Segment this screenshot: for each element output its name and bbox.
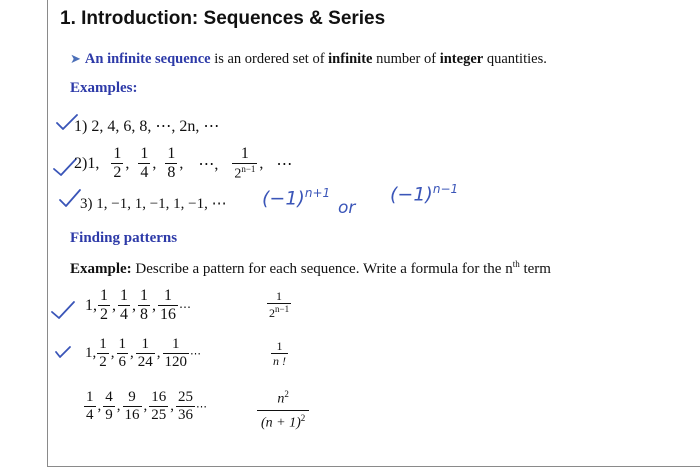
answer-base: (−1) — [390, 183, 433, 206]
comma: , — [143, 398, 148, 414]
denominator: 6 — [118, 354, 126, 370]
handwritten-or: or — [338, 198, 356, 218]
numerator: 1 — [100, 287, 108, 304]
arrow-bullet-icon: ➤ — [70, 52, 81, 67]
comma: , — [156, 345, 161, 361]
numerator: 9 — [128, 389, 136, 405]
intro-text: quantities. — [483, 51, 547, 67]
fraction — [163, 337, 190, 370]
pattern-3-formula — [256, 390, 310, 430]
sequence-term: 1, — [85, 296, 97, 314]
numerator: 1 — [164, 287, 172, 304]
fraction — [117, 337, 129, 370]
denominator — [232, 163, 257, 182]
denominator: 4 — [140, 164, 149, 182]
example-3 — [80, 194, 227, 213]
numerator: 1 — [140, 145, 149, 163]
formula-fraction — [271, 340, 288, 367]
numerator — [275, 390, 291, 410]
ellipsis: ⋯ — [276, 155, 293, 173]
example-sequence: 1, −1, 1, −1, 1, −1, ⋯ — [96, 196, 227, 212]
task-text: term — [519, 261, 551, 277]
numerator: 1 — [167, 145, 176, 163]
denominator: 4 — [120, 306, 128, 323]
finding-patterns-heading: Finding patterns — [70, 230, 178, 246]
denominator: 24 — [137, 354, 153, 370]
examples-heading: Examples: — [70, 80, 138, 96]
denominator — [267, 303, 291, 319]
fraction — [97, 337, 109, 370]
sequence-term: 1, — [87, 154, 100, 172]
denominator — [257, 410, 309, 431]
intro-definition — [70, 51, 547, 68]
denominator: 9 — [105, 407, 113, 423]
ellipsis: ⋯ — [196, 401, 207, 413]
denominator: 120 — [164, 354, 187, 370]
denominator: n ! — [273, 354, 286, 368]
task-text: Describe a pattern for each sequence. Write a formula for the n — [131, 261, 513, 277]
fraction — [118, 288, 130, 323]
denominator: 4 — [86, 407, 94, 423]
comma: , — [259, 154, 264, 172]
numerator: 1 — [276, 289, 283, 303]
checkmark-icon — [54, 345, 72, 359]
denominator-exponent: n−1 — [275, 304, 290, 314]
example-label: 2) — [74, 154, 88, 172]
handwritten-answer-a — [262, 186, 330, 209]
numerator: 1 — [120, 287, 128, 304]
handwritten-answer-b — [390, 182, 458, 205]
fraction — [136, 337, 155, 370]
numerator: 1 — [86, 389, 94, 405]
comma: , — [97, 398, 102, 414]
task-instruction — [70, 259, 551, 278]
numerator: 1 — [118, 336, 126, 352]
denominator: 36 — [178, 407, 193, 423]
example-label: 3) — [80, 196, 97, 212]
answer-exponent: n+1 — [304, 186, 331, 200]
numerator: 1 — [240, 145, 249, 162]
example-sequence: 2, 4, 6, 8, ⋯, 2n, ⋯ — [91, 118, 220, 135]
numerator: 1 — [140, 287, 148, 304]
fraction — [176, 390, 195, 423]
fraction — [98, 288, 110, 323]
comma: , — [152, 296, 156, 314]
formula-fraction — [257, 390, 309, 430]
comma: , — [112, 296, 116, 314]
denominator-base: 2 — [234, 166, 242, 182]
denominator: 16 — [124, 407, 140, 423]
denominator: 2 — [99, 354, 107, 370]
comma: , — [170, 398, 174, 414]
checkmark-icon — [50, 300, 76, 320]
fraction — [149, 390, 168, 423]
numerator: 1 — [113, 145, 122, 163]
numerator: 25 — [178, 389, 193, 405]
intro-bold-integer: integer — [439, 51, 484, 67]
fraction — [123, 390, 142, 423]
ellipsis: ⋯ — [179, 300, 191, 314]
comma: , — [125, 154, 130, 172]
numerator: 4 — [105, 389, 113, 405]
intro-text: number of — [372, 51, 440, 67]
answer-exponent: n−1 — [432, 182, 459, 196]
sequence-term: 1, — [85, 345, 97, 361]
comma: , — [152, 154, 157, 172]
general-term-fraction — [232, 146, 257, 182]
comma: , — [130, 345, 134, 361]
fraction — [158, 288, 178, 323]
comma: , — [132, 296, 136, 314]
intro-text: is an ordered set of — [210, 51, 329, 67]
fraction — [103, 390, 115, 423]
task-label: Example: — [70, 261, 132, 277]
fraction — [84, 390, 96, 423]
answer-base: (−1) — [262, 187, 305, 210]
numerator: 1 — [276, 339, 283, 353]
denominator: 2 — [100, 306, 108, 323]
fraction — [165, 146, 177, 181]
example-1 — [74, 116, 219, 136]
numerator: 1 — [99, 336, 107, 352]
denominator: 8 — [140, 306, 148, 323]
numerator-base: n — [277, 391, 285, 407]
denominator: 25 — [151, 407, 167, 423]
task-superscript: th — [512, 259, 520, 269]
pattern-3-sequence — [83, 390, 207, 423]
checkmark-icon — [58, 188, 82, 208]
fraction — [138, 288, 150, 323]
term-infinite-sequence: An infinite sequence — [84, 51, 211, 67]
numerator: 1 — [172, 336, 180, 352]
denominator: 16 — [160, 306, 176, 323]
numerator: 16 — [151, 389, 167, 405]
numerator: 1 — [141, 336, 149, 352]
denominator-exponent: 2 — [300, 412, 306, 423]
fraction — [138, 146, 150, 181]
comma: , — [179, 154, 184, 172]
comma: , — [110, 345, 115, 361]
denominator-base: 2 — [269, 306, 275, 320]
fraction — [111, 146, 123, 181]
intro-bold-infinite: infinite — [328, 51, 373, 67]
pattern-2-sequence — [85, 337, 201, 370]
pattern-1-formula — [266, 290, 292, 319]
ellipsis: ⋯ — [190, 348, 201, 360]
example-2 — [74, 146, 292, 182]
denominator-exponent: n−1 — [241, 164, 256, 174]
ellipsis: ⋯, — [198, 155, 219, 173]
comma: , — [116, 398, 121, 414]
numerator-exponent: 2 — [284, 389, 289, 399]
formula-fraction — [267, 290, 291, 319]
page-title: 1. Introduction: Sequences & Series — [60, 8, 386, 29]
example-label: 1) — [74, 118, 92, 135]
denominator: 2 — [113, 164, 122, 182]
pattern-2-formula — [270, 340, 289, 367]
pattern-1-sequence — [85, 288, 191, 323]
denominator: 8 — [167, 164, 176, 182]
denominator-base: (n + 1) — [261, 415, 301, 431]
